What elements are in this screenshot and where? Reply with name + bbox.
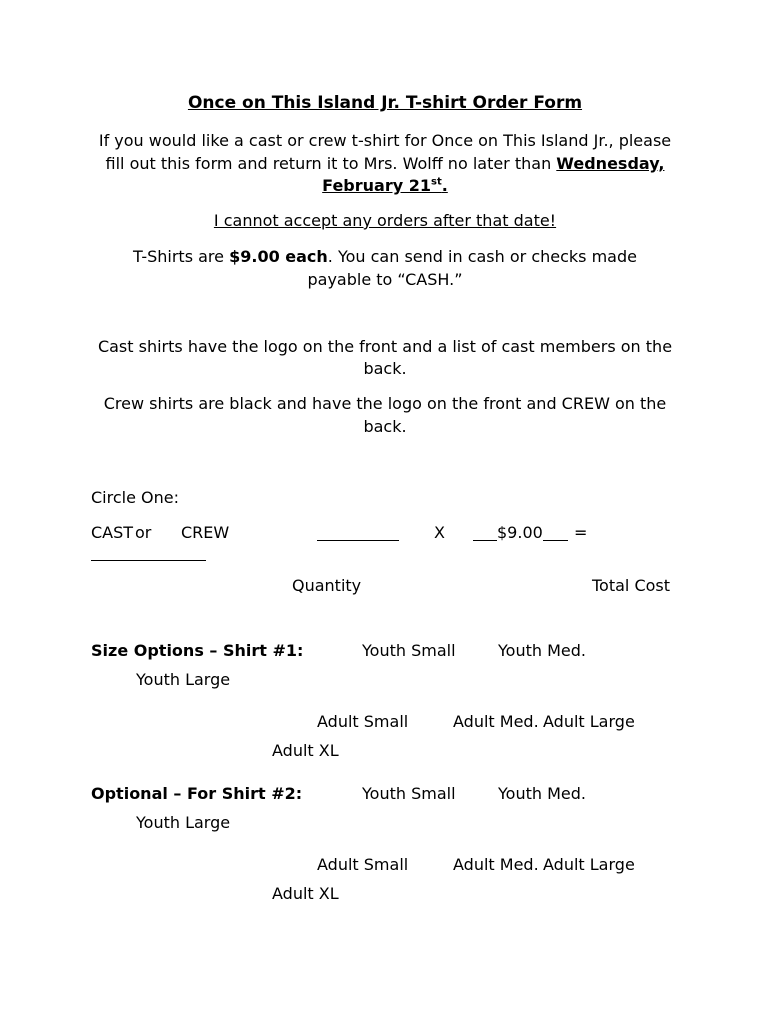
shirt1-adult-large[interactable]: Adult Large xyxy=(543,712,635,731)
times-sign: X xyxy=(434,523,445,542)
circle-one-label: Circle One: xyxy=(91,488,179,507)
equals-sign: = xyxy=(574,523,588,542)
shirt1-youth-large[interactable]: Youth Large xyxy=(136,670,231,689)
price-line-1 xyxy=(0,247,770,266)
deadline-date-suffix: st xyxy=(431,176,442,188)
price-line-2: payable to “CASH.” xyxy=(307,270,463,289)
shirt2-adult-xl[interactable]: Adult XL xyxy=(272,884,339,903)
price-text-c: . You can send in cash or checks made xyxy=(327,247,637,266)
price-text-a: T-Shirts are xyxy=(133,247,230,266)
crew-desc-line-2: back. xyxy=(363,417,407,436)
cast-desc-line-1: Cast shirts have the logo on the front and a list of cast members on the xyxy=(97,337,673,356)
total-cost-label: Total Cost xyxy=(592,576,671,595)
option-cast[interactable]: CAST xyxy=(91,523,134,542)
price-underline-right xyxy=(543,540,568,541)
form-title: Once on This Island Jr. T-shirt Order Form xyxy=(187,93,583,113)
option-crew[interactable]: CREW xyxy=(181,523,230,542)
shirt2-youth-small[interactable]: Youth Small xyxy=(362,784,456,803)
intro-line-3 xyxy=(0,176,770,195)
intro-line-1: If you would like a cast or crew t-shirt for Once on This Island Jr., please xyxy=(98,131,672,150)
option-or: or xyxy=(135,523,152,542)
deadline-day: Wednesday, xyxy=(556,154,665,173)
shirt1-adult-med[interactable]: Adult Med. xyxy=(453,712,539,731)
shirt1-youth-med[interactable]: Youth Med. xyxy=(498,641,586,660)
shirt1-adult-xl[interactable]: Adult XL xyxy=(272,741,339,760)
cast-desc-line-2: back. xyxy=(363,359,407,378)
shirt1-youth-small[interactable]: Youth Small xyxy=(362,641,456,660)
shirt2-adult-large[interactable]: Adult Large xyxy=(543,855,635,874)
unit-price: $9.00 xyxy=(497,523,543,542)
price-underline-left xyxy=(473,540,497,541)
price-amount: $9.00 each xyxy=(229,247,328,266)
shirt2-youth-med[interactable]: Youth Med. xyxy=(498,784,586,803)
total-blank[interactable] xyxy=(91,560,206,561)
shirt2-label: Optional – For Shirt #2: xyxy=(91,784,303,803)
quantity-blank[interactable] xyxy=(317,540,399,541)
intro-line-2-text: fill out this form and return it to Mrs. Wolff no later than xyxy=(105,154,557,173)
deadline-date: February 21 xyxy=(322,176,431,195)
quantity-label: Quantity xyxy=(292,576,362,595)
shirt1-label: Size Options – Shirt #1: xyxy=(91,641,304,660)
shirt2-adult-small[interactable]: Adult Small xyxy=(317,855,409,874)
no-late-orders: I cannot accept any orders after that date! xyxy=(213,211,557,230)
shirt2-adult-med[interactable]: Adult Med. xyxy=(453,855,539,874)
shirt1-adult-small[interactable]: Adult Small xyxy=(317,712,409,731)
deadline-date-end: . xyxy=(441,176,448,195)
shirt2-youth-large[interactable]: Youth Large xyxy=(136,813,231,832)
intro-line-2 xyxy=(0,154,770,173)
crew-desc-line-1: Crew shirts are black and have the logo on the front and CREW on the xyxy=(103,394,667,413)
